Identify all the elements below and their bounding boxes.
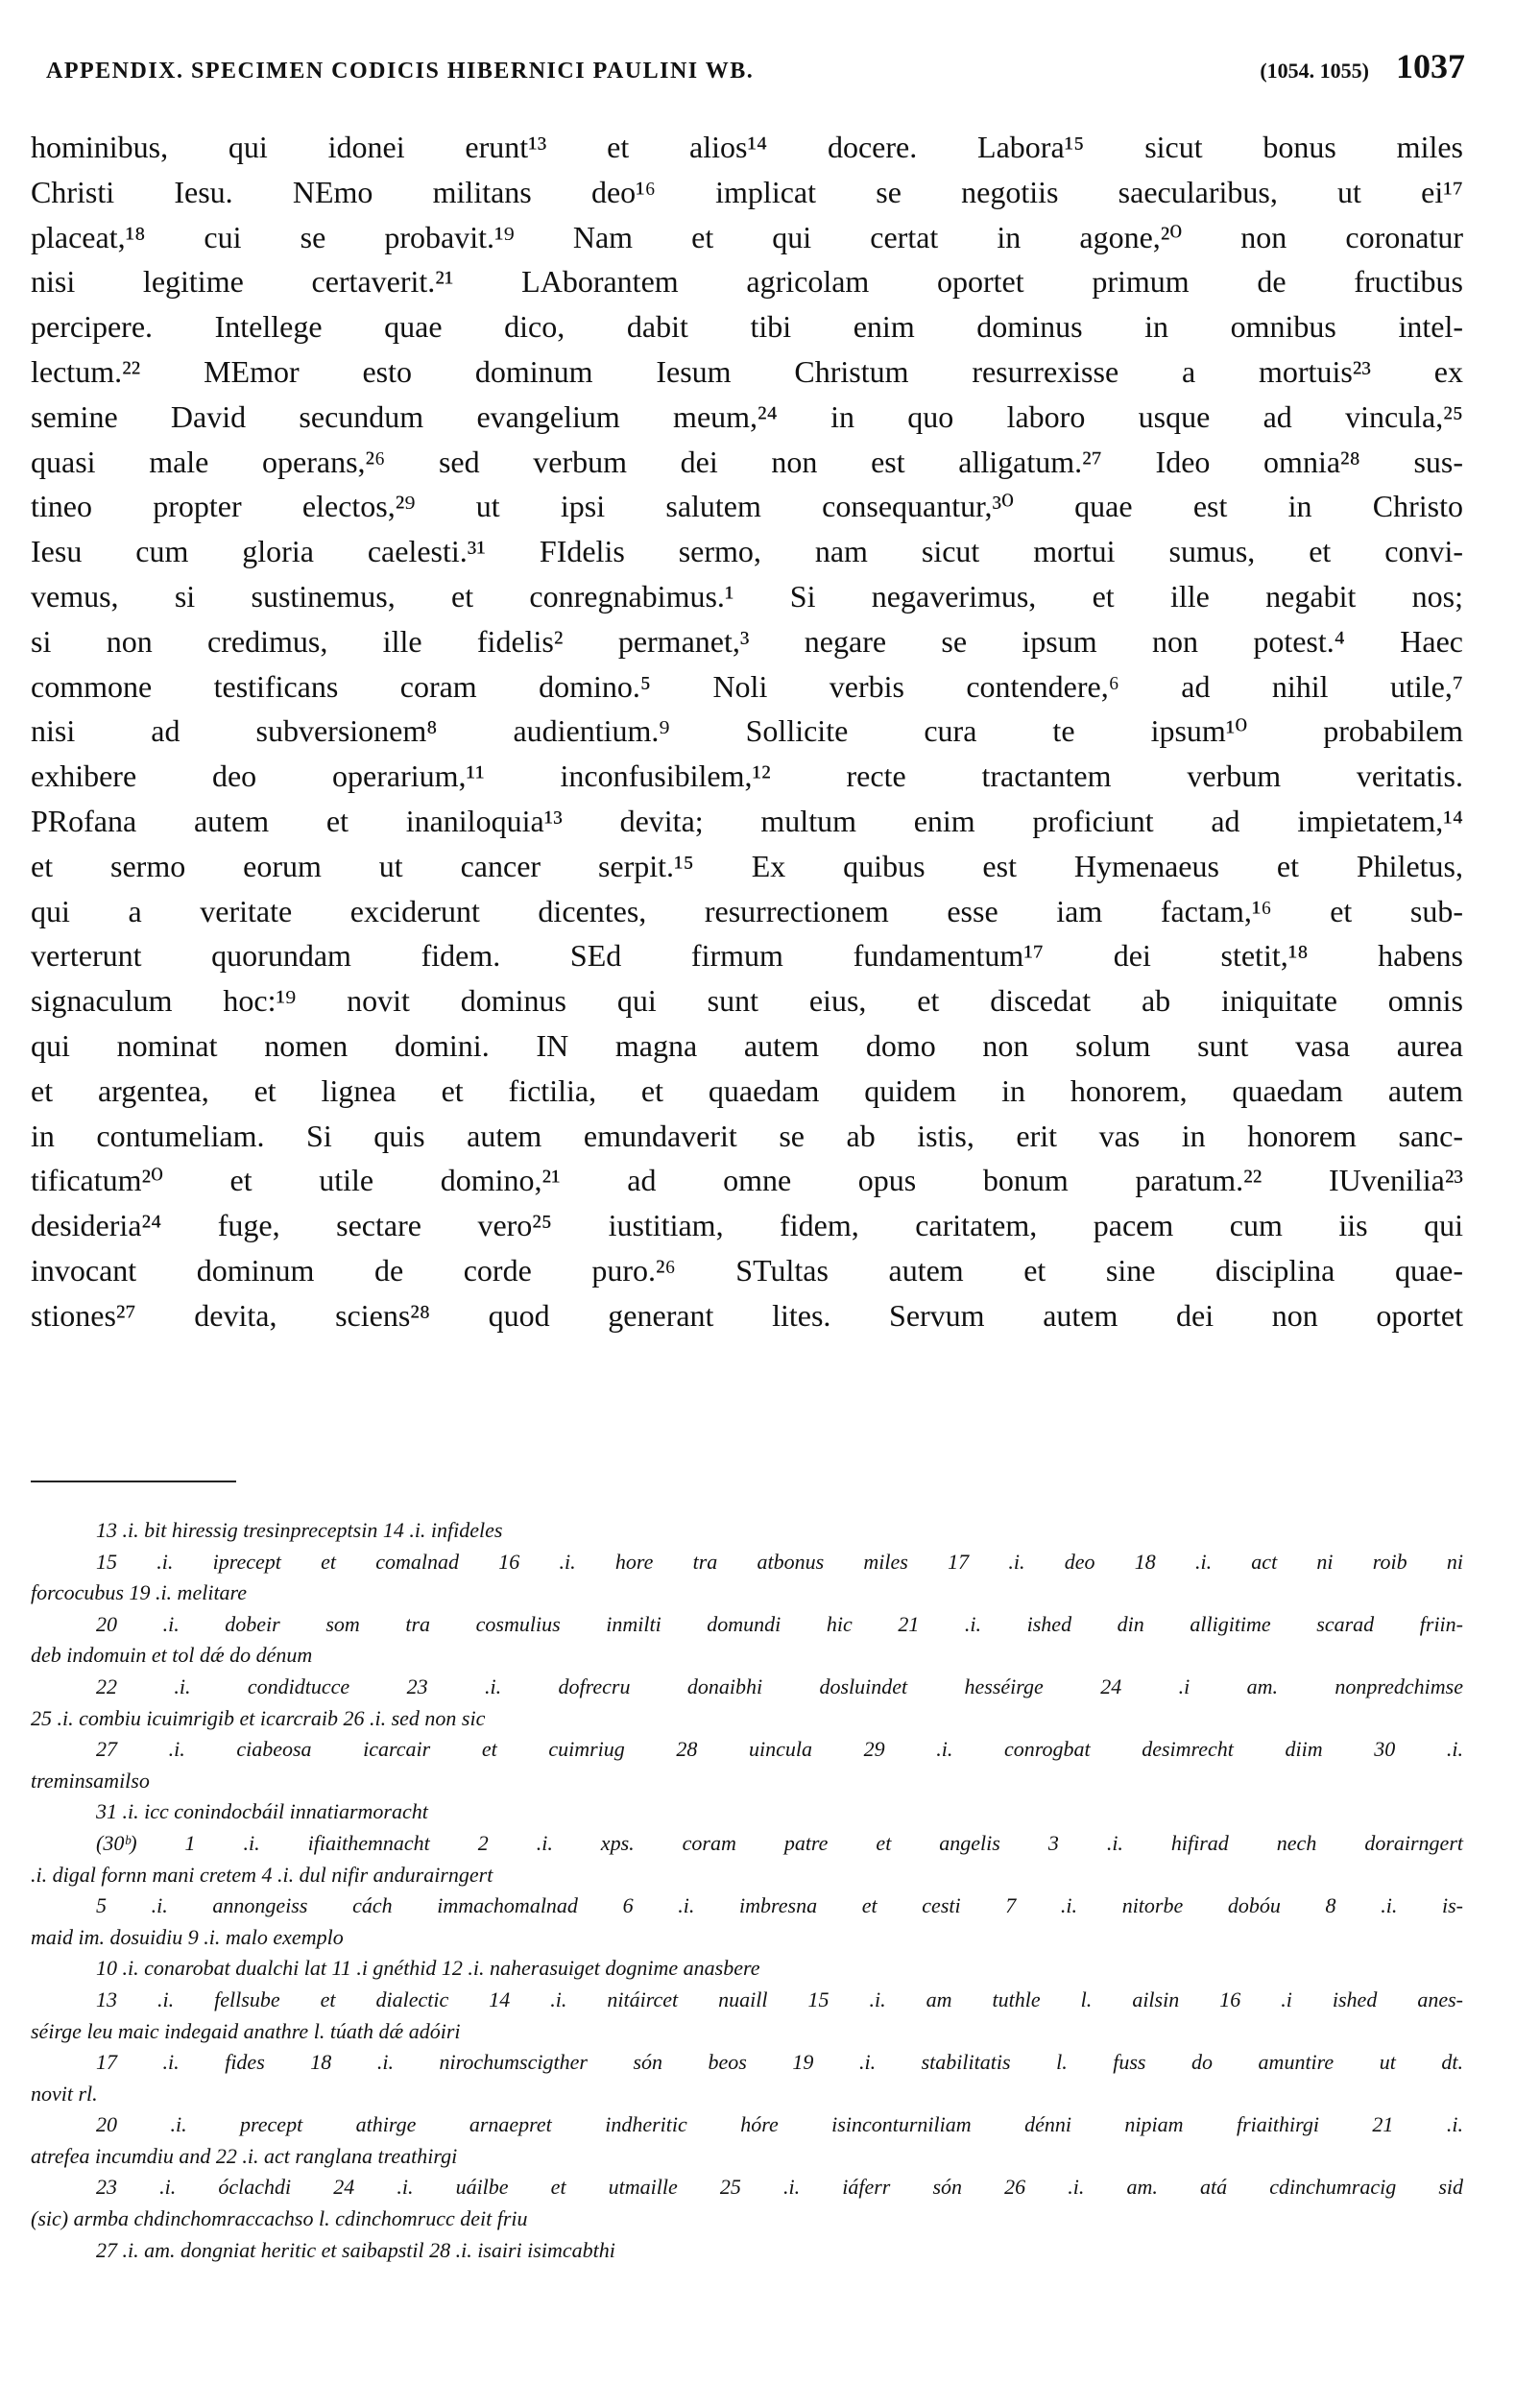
page-header — [46, 46, 1465, 94]
footnote-line: 22 .i. condidtucce 23 .i. dofrecru donaibhi dosluindet hesséirge 24 .i am. nonpredchimse — [96, 1674, 1463, 1698]
footnote-line: 13 .i. bit hiressig tresinpreceptsin 14 .i. infideles — [96, 1518, 503, 1542]
footnote-line: 10 .i. conarobat dualchi lat 11 .i gnéthid 12 .i. naherasuiget dognime anasbere — [96, 1956, 760, 1981]
text-line: hominibus, qui idonei erunt¹³ et alios¹⁴ docere. Labora¹⁵ sicut bonus miles — [31, 130, 1463, 164]
footnote-line: (sic) armba chdinchomraccachso l. cdinchomrucc deit friu — [31, 2206, 528, 2231]
text-line: exhibere deo operarium,¹¹ inconfusibilem,¹² recte tractantem verbum veritatis. — [31, 759, 1463, 794]
text-line: Iesu cum gloria caelesti.³¹ FIdelis sermo, nam sicut mortui sumus, et convi- — [31, 534, 1463, 569]
text-line: lectum.²² MEmor esto dominum Iesum Christum resurrexisse a mortuis²³ ex — [31, 353, 1463, 389]
text-line: qui a veritate exciderunt dicentes, resurrectionem esse iam factam,¹⁶ et sub- — [31, 893, 1463, 928]
running-title: APPENDIX. SPECIMEN CODICIS HIBERNICI PAULINI WB. — [46, 59, 755, 84]
text-line: tineo propter electos,²⁹ ut ipsi salutem consequantur,³⁰ quae est in Christo — [31, 489, 1463, 524]
text-line: nisi legitime certaverit.²¹ LAborantem agricolam oportet primum de fructibus — [31, 264, 1463, 300]
footnote-line: treminsamilso — [31, 1768, 150, 1793]
text-line: PRofana autem et inaniloquia¹³ devita; multum enim proficiunt ad impietatem,¹⁴ — [31, 803, 1463, 838]
footnote-line: atrefea incumdiu and 22 .i. act ranglana treathirgi — [31, 2143, 458, 2168]
text-line: semine David secundum evangelium meum,²⁴ in quo laboro usque ad vincula,²⁵ — [31, 398, 1463, 434]
footnote-line: novit rl. — [31, 2081, 98, 2106]
text-line: vemus, si sustinemus, et conregnabimus.¹ Si negaverimus, et ille negabit nos; — [31, 578, 1463, 614]
text-line: verterunt quorundam fidem. SEd firmum fundamentum¹⁷ dei stetit,¹⁸ habens — [31, 938, 1463, 974]
footnote-line: séirge leu maic indegaid anathre l. túath dǽ adóiri — [31, 2018, 461, 2043]
footnote-divider — [31, 1481, 236, 1482]
text-line: qui nominat nomen domini. IN magna autem domo non solum sunt vasa aurea — [31, 1027, 1463, 1063]
footnote-line: 25 .i. combiu icuimrigib et icarcraib 26 .i. sed non sic — [31, 1705, 486, 1730]
gloss-footnotes — [31, 1515, 1463, 2266]
text-line: tificatum²⁰ et utile domino,²¹ ad omne opus bonum paratum.²² IUvenilia²³ — [31, 1163, 1463, 1198]
page-number: 1037 — [1396, 47, 1465, 85]
text-line: si non credimus, ille fidelis² permanet,³ negare se ipsum non potest.⁴ Haec — [31, 623, 1463, 659]
footnote-line: (30ᵇ) 1 .i. ifiaithemnacht 2 .i. xps. coram patre et angelis 3 .i. hifirad nech dorairngert — [96, 1830, 1463, 1855]
footnote-line: 15 .i. iprecept et comalnad 16 .i. hore tra atbonus miles 17 .i. deo 18 .i. act ni roib ni — [96, 1549, 1463, 1574]
header-right — [1260, 46, 1465, 86]
text-line: et sermo eorum ut cancer serpit.¹⁵ Ex quibus est Hymenaeus et Philetus, — [31, 848, 1463, 883]
latin-text-block — [31, 125, 1463, 1469]
text-line: signaculum hoc:¹⁹ novit dominus qui sunt eius, et discedat ab iniquitate omnis — [31, 983, 1463, 1019]
footnote-line: 5 .i. annongeiss cách immachomalnad 6 .i. imbresna et cesti 7 .i. nitorbe dobóu 8 .i. is- — [96, 1893, 1463, 1918]
footnote-line: 23 .i. óclachdi 24 .i. uáilbe et utmaille 25 .i. iáferr són 26 .i. am. atá cdinchumracig sid — [96, 2175, 1463, 2200]
folio-reference: (1054. 1055) — [1260, 59, 1369, 83]
text-line: percipere. Intellege quae dico, dabit tibi enim dominus in omnibus intel- — [31, 309, 1463, 345]
footnote-line: .i. digal fornn mani cretem 4 .i. dul nifir andurairngert — [31, 1862, 493, 1887]
footnote-line: maid im. dosuidiu 9 .i. malo exemplo — [31, 1924, 344, 1949]
text-line: Christi Iesu. NEmo militans deo¹⁶ implicat se negotiis saecularibus, ut ei¹⁷ — [31, 174, 1463, 209]
text-line: nisi ad subversionem⁸ audientium.⁹ Sollicite cura te ipsum¹⁰ probabilem — [31, 713, 1463, 749]
footnote-line: 27 .i. am. dongniat heritic et saibapstil 28 .i. isairi isimcabthi — [96, 2237, 615, 2262]
footnote-line: 13 .i. fellsube et dialectic 14 .i. nitáircet nuaill 15 .i. am tuthle l. ailsin 16 .i ished anes- — [96, 1987, 1463, 2011]
footnote-line: forcocubus 19 .i. melitare — [31, 1580, 248, 1605]
footnote-line: 31 .i. icc conindocbáil innatiarmoracht — [96, 1799, 428, 1824]
footnote-line: 17 .i. fides 18 .i. nirochumscigther són beos 19 .i. stabilitatis l. fuss do amuntire ut dt. — [96, 2050, 1463, 2075]
text-line: quasi male operans,²⁶ sed verbum dei non est alligatum.²⁷ Ideo omnia²⁸ sus- — [31, 444, 1463, 479]
footnote-line: deb indomuin et tol dǽ do dénum — [31, 1643, 313, 1668]
footnote-line: 27 .i. ciabeosa icarcair et cuimriug 28 uincula 29 .i. conrogbat desimrecht diim 30 .i. — [96, 1737, 1463, 1762]
text-line: et argentea, et lignea et fictilia, et quaedam quidem in honorem, quaedam autem — [31, 1072, 1463, 1108]
text-line: commone testificans coram domino.⁵ Noli verbis contendere,⁶ ad nihil utile,⁷ — [31, 668, 1463, 704]
footnote-line: 20 .i. precept athirge arnaepret indheritic hóre isinconturniliam dénni nipiam friaithirgi 21 .i. — [96, 2112, 1463, 2137]
text-line: desideria²⁴ fuge, sectare vero²⁵ iustitiam, fidem, caritatem, pacem cum iis qui — [31, 1208, 1463, 1243]
footnote-line: 20 .i. dobeir som tra cosmulius inmilti domundi hic 21 .i. ished din alligitime scarad friin- — [96, 1611, 1463, 1636]
text-line: stiones²⁷ devita, sciens²⁸ quod generant lites. Servum autem dei non oportet — [31, 1297, 1463, 1333]
text-line: invocant dominum de corde puro.²⁶ STultas autem et sine disciplina quae- — [31, 1252, 1463, 1288]
text-line: in contumeliam. Si quis autem emundaverit se ab istis, erit vas in honorem sanc- — [31, 1118, 1463, 1153]
text-line: placeat,¹⁸ cui se probavit.¹⁹ Nam et qui certat in agone,²⁰ non coronatur — [31, 219, 1463, 254]
